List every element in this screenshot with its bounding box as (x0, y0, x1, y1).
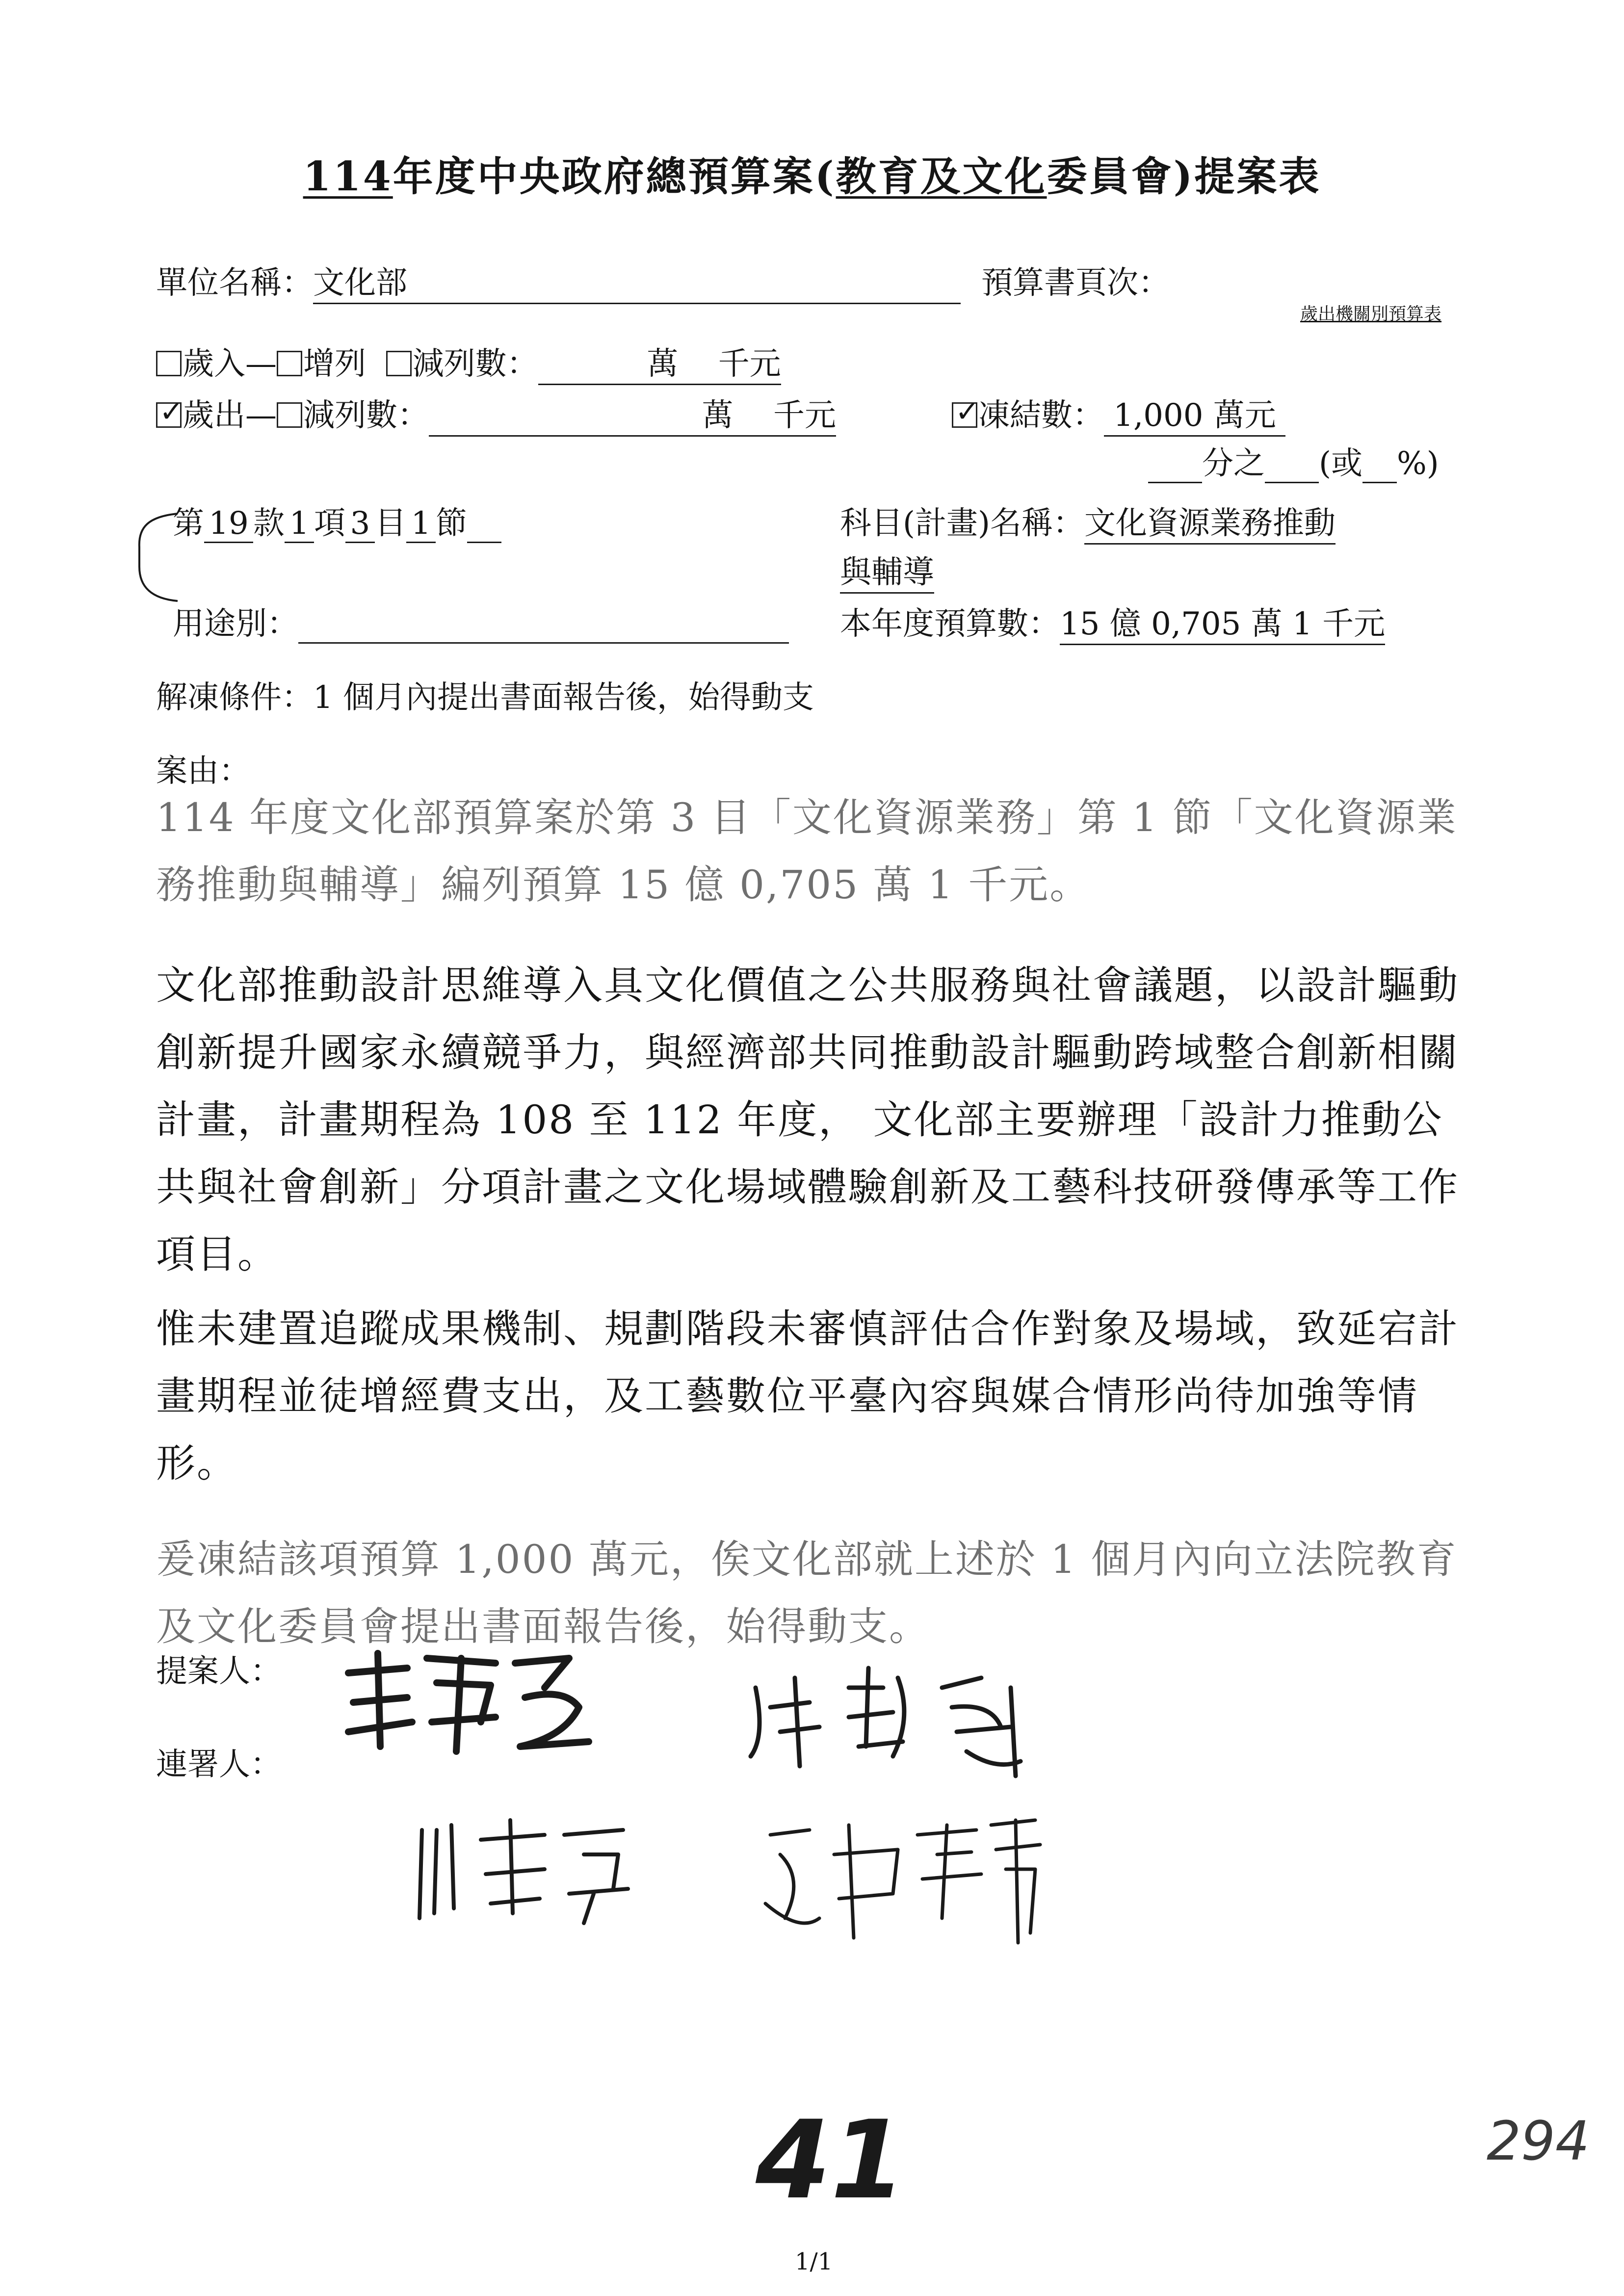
proposer-signature (334, 1644, 608, 1761)
fraction-blank-1 (1148, 445, 1202, 483)
expense-wan: 萬 (702, 397, 733, 434)
kuan-number: 19 (204, 505, 253, 543)
budget-value: 15 億 0,705 萬 1 千元 (1060, 599, 1385, 645)
mu-number: 3 (345, 505, 375, 543)
budget-table-note: 歲出機關別預算表 (1300, 304, 1442, 324)
revenue-increase-checkbox (277, 351, 302, 376)
budget-page-label: 預算書頁次： (981, 265, 1170, 301)
fraction-row (1148, 438, 1439, 483)
title-part2: 委員會)提案表 (1047, 153, 1321, 200)
expense-row (156, 390, 836, 437)
di-label: 第 (173, 505, 204, 542)
revenue-increase-label: 增列 (303, 346, 366, 382)
expense-checkbox (156, 402, 182, 428)
form-title (0, 145, 1624, 202)
budget-label: 本年度預算數： (840, 606, 1060, 642)
jie-blank (467, 505, 501, 543)
expense-decrease-checkbox (277, 402, 302, 428)
subject-label: 科目(計畫)名稱： (840, 505, 1084, 542)
cosigner-signature-2 (407, 1810, 643, 1928)
revenue-amount-blank (538, 339, 781, 385)
unfreeze-condition: 解凍條件：1 個月內提出書面報告後，始得動支 (156, 679, 814, 716)
fraction-blank-2 (1265, 445, 1319, 483)
title-year: 114 (303, 153, 393, 200)
kuan-label: 款 (253, 505, 285, 542)
xiang-label: 項 (314, 505, 345, 542)
item-row (173, 498, 501, 543)
proposer-label: 提案人： (156, 1653, 282, 1690)
reason-label: 案由： (156, 753, 250, 789)
jie-number: 1 (406, 505, 436, 543)
handwritten-corner-number: 294 (1487, 2110, 1590, 2172)
expense-decrease-label: 減列數： (303, 397, 429, 434)
usage-row (173, 599, 789, 644)
usage-label: 用途別： (173, 606, 298, 642)
title-part1: 年度中央政府總預算案( (393, 153, 836, 200)
cosigner-signature-3 (751, 1805, 1055, 1953)
page-indicator: 1/1 (795, 2248, 833, 2275)
jie-label: 節 (436, 505, 467, 542)
reason-paragraph-2: 文化部推動設計思維導入具文化價值之公共服務與社會議題，以設計驅動創新提升國家永續競爭力，與經濟部共同推動設計驅動跨域整合創新相關計畫，計畫期程為 108 至 112 年度， 文化部主要辦理「設計力推動公共與社會創新」分項計畫之文化場域體驗創新及工藝科技研發傳承等工作項目。 (156, 963, 1459, 1277)
freeze-checkbox (952, 402, 977, 428)
percent-close: %) (1396, 445, 1439, 482)
revenue-decrease-checkbox (386, 351, 412, 376)
revenue-row (156, 339, 781, 385)
cosigner-label: 連署人： (156, 1747, 282, 1783)
reason-paragraph-1: 114 年度文化部預算案於第 3 目「文化資源業務」第 1 節「文化資源業務推動與輔導」編列預算 15 億 0,705 萬 1 千元。 (156, 795, 1458, 908)
mu-label: 目 (375, 505, 406, 542)
expense-amount-blank (429, 390, 836, 437)
subject-line1: 文化資源業務推動 (1084, 498, 1336, 545)
revenue-checkbox (156, 351, 182, 376)
revenue-wan: 萬 (647, 346, 679, 382)
unit-label: 單位名稱： (156, 265, 313, 301)
freeze-row (952, 390, 1285, 437)
title-committee: 教育及文化 (836, 153, 1047, 200)
subject-line2: 與輔導 (840, 547, 934, 594)
revenue-thousand: 千元 (718, 346, 781, 382)
unit-value: 文化部 (313, 258, 961, 304)
expense-label: 歲出— (183, 397, 277, 434)
fraction-label: 分之 (1202, 445, 1265, 482)
subject-row (840, 498, 1336, 545)
budget-row (840, 599, 1385, 645)
handwritten-page-number: 41 (756, 2097, 906, 2223)
reason-paragraph-3: 惟未建置追蹤成果機制、規劃階段未審慎評估合作對象及場域，致延宕計畫期程並徒增經費支出，及工藝數位平臺內容與媒合情形尚待加強等情形。 (156, 1306, 1459, 1486)
expense-thousand: 千元 (773, 397, 836, 434)
revenue-label: 歲入— (183, 346, 277, 382)
subject-line2-row (840, 547, 934, 594)
xiang-number: 1 (285, 505, 314, 543)
reason-paragraph-4: 爰凍結該項預算 1,000 萬元，俟文化部就上述於 1 個月內向立法院教育及文化委員會提出書面報告後，始得動支。 (156, 1537, 1458, 1649)
unit-name-row (156, 258, 961, 304)
percent-blank (1362, 445, 1397, 483)
freeze-value: 1,000 萬元 (1104, 390, 1285, 437)
revenue-decrease-label: 減列數： (412, 346, 538, 382)
freeze-label: 凍結數： (978, 397, 1104, 434)
or-open: (或 (1319, 445, 1362, 482)
usage-blank (298, 606, 789, 644)
cosigner-signature-1 (736, 1658, 1040, 1786)
